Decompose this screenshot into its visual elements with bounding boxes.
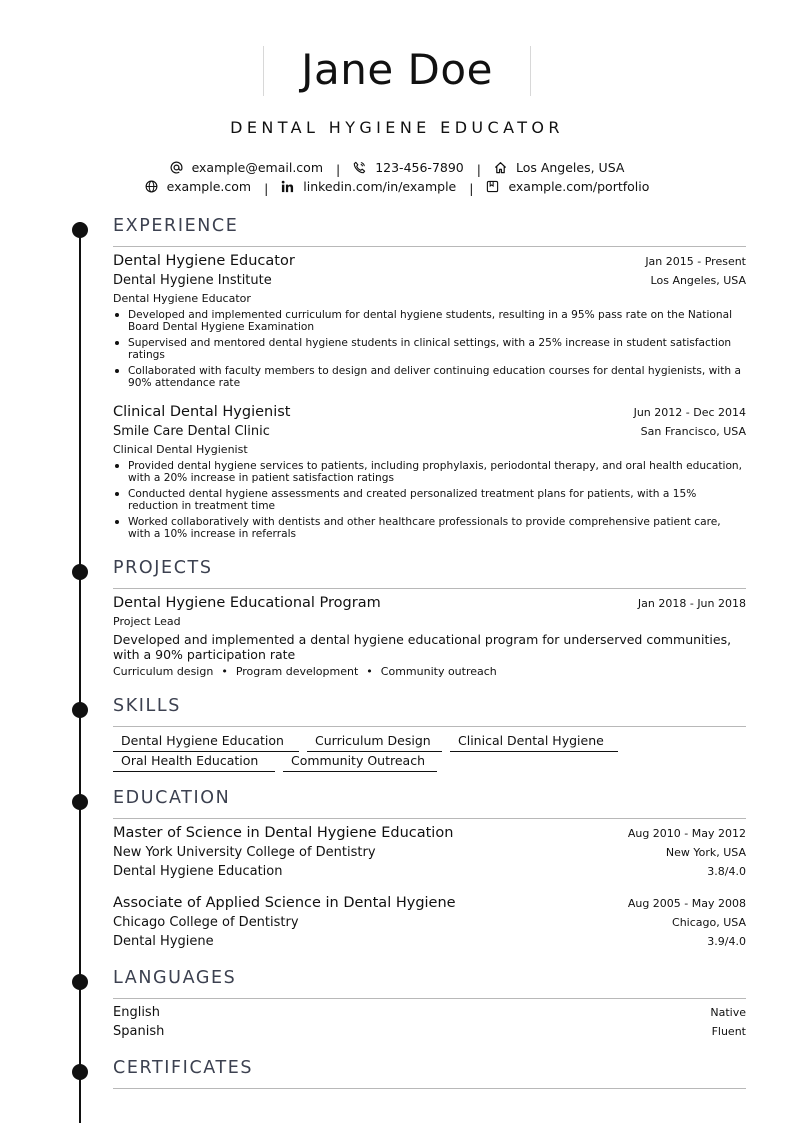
timeline-dot-projects [72,564,88,580]
project-description: Developed and implemented a dental hygiene educational program for underserved communities, with a 90% participation rate [113,632,732,662]
skill-chip: Curriculum Design [307,733,442,752]
phone-text: 123-456-7890 [375,160,464,175]
skill-chip: Dental Hygiene Education [113,733,299,752]
linkedin-item[interactable] [281,179,456,194]
education-item-2-header [113,895,746,911]
education-dates: Aug 2010 - May 2012 [627,827,746,840]
skill-chip: Clinical Dental Hygiene [450,733,618,752]
skills-divider [113,726,746,727]
field-of-study: Dental Hygiene [113,934,214,949]
timeline-dot-skills [72,702,88,718]
education-item-1-school-row [113,845,746,860]
experience-item-1-company-row [113,273,746,288]
language-name: English [113,1005,160,1020]
job-location: Los Angeles, USA [650,274,746,287]
email-item[interactable] [170,160,323,175]
language-row [113,1005,746,1020]
degree: Associate of Applied Science in Dental Hygiene [113,895,456,911]
job-title: DENTAL HYGIENE EDUCATOR [230,118,564,137]
portfolio-icon [486,180,499,193]
education-item-2-field-row [113,934,746,949]
language-level: Native [710,1006,746,1019]
job-role: Dental Hygiene Educator [113,292,251,305]
certificates-heading: CERTIFICATES [113,1058,254,1078]
candidate-name: Jane Doe [301,45,493,94]
field-of-study: Dental Hygiene Education [113,864,283,879]
list-item: Conducted dental hygiene assessments and created personalized treatment plans for patients, with a 15% reduction in treatment time [113,488,746,512]
experience-item-2-company-row [113,424,746,439]
language-row [113,1024,746,1039]
languages-heading: LANGUAGES [113,968,237,988]
education-item-1-header [113,825,746,841]
project-name: Dental Hygiene Educational Program [113,595,381,611]
projects-divider [113,588,746,589]
list-item: Supervised and mentored dental hygiene students in clinical settings, with a 25% increase in student satisfaction ratings [113,337,746,361]
contact-line-2 [0,179,794,196]
degree: Master of Science in Dental Hygiene Education [113,825,454,841]
list-item: Provided dental hygiene services to patients, including prophylaxis, periodontal therapy, and oral health education, with a 20% increase in patient satisfaction ratings [113,460,746,484]
education-item-2-school-row [113,915,746,930]
projects-heading: PROJECTS [113,558,213,578]
education-location: Chicago, USA [672,916,746,929]
school: New York University College of Dentistry [113,845,376,860]
project-tag: Curriculum design [113,665,214,678]
contact-line-1 [0,160,794,177]
experience-item-1-bullets [113,309,746,393]
language-level: Fluent [711,1025,746,1038]
experience-heading: EXPERIENCE [113,216,239,236]
globe-icon [145,180,158,193]
timeline-dot-experience [72,222,88,238]
list-item: Collaborated with faculty members to design and deliver continuing education courses for dental hygienists, with a 90% attendance rate [113,365,746,389]
skill-chip: Oral Health Education [113,753,275,772]
list-item: Developed and implemented curriculum for dental hygiene students, resulting in a 95% pass rate on the National Board Dental Hygiene Examination [113,309,746,333]
project-tag: Community outreach [380,665,497,678]
job-position: Dental Hygiene Educator [113,253,295,269]
job-position: Clinical Dental Hygienist [113,404,291,420]
education-item-1-field-row [113,864,746,879]
timeline-dot-languages [72,974,88,990]
experience-item-1-role-row [113,292,746,305]
languages-divider [113,998,746,999]
website-item[interactable] [145,179,251,194]
email-text: example@email.com [191,160,324,175]
experience-divider [113,246,746,247]
website-text: example.com [166,179,252,194]
portfolio-item[interactable] [486,179,649,194]
education-heading: EDUCATION [113,788,231,808]
school: Chicago College of Dentistry [113,915,299,930]
phone-icon [353,161,366,174]
separator: | [476,162,481,177]
certificates-divider [113,1088,746,1089]
tag-separator: • [221,665,228,678]
project-tag: Program development [235,665,359,678]
language-name: Spanish [113,1024,165,1039]
job-role: Clinical Dental Hygienist [113,443,248,456]
separator: | [336,162,341,177]
job-location: San Francisco, USA [640,425,746,438]
education-divider [113,818,746,819]
tag-separator: • [366,665,373,678]
separator: | [469,181,474,196]
portfolio-text: example.com/portfolio [508,179,650,194]
location-item [494,160,624,175]
job-dates: Jan 2015 - Present [645,255,746,268]
gpa: 3.8/4.0 [707,865,746,878]
timeline-dot-education [72,794,88,810]
separator: | [264,181,269,196]
education-location: New York, USA [665,846,746,859]
timeline-dot-certificates [72,1064,88,1080]
skills-heading: SKILLS [113,696,181,716]
skill-chip: Community Outreach [283,753,437,772]
education-dates: Aug 2005 - May 2008 [627,897,746,910]
at-icon [170,161,183,174]
linkedin-icon [281,180,294,193]
project-item-1-header [113,595,746,611]
location-text: Los Angeles, USA [515,160,625,175]
experience-item-1-header [113,253,746,269]
experience-item-2-role-row [113,443,746,456]
phone-item[interactable] [353,160,464,175]
home-icon [494,161,507,174]
name-block [263,46,531,96]
project-tags [113,665,497,678]
list-item: Worked collaboratively with dentists and other healthcare professionals to provide comprehensive patient care, with a 10% increase in referrals [113,516,746,540]
project-dates: Jan 2018 - Jun 2018 [637,597,746,610]
project-item-1-role-row [113,615,746,628]
project-role: Project Lead [113,615,181,628]
job-dates: Jun 2012 - Dec 2014 [633,406,746,419]
gpa: 3.9/4.0 [707,935,746,948]
job-company: Smile Care Dental Clinic [113,424,270,439]
job-company: Dental Hygiene Institute [113,273,272,288]
linkedin-text: linkedin.com/in/example [303,179,457,194]
experience-item-2-header [113,404,746,420]
experience-item-2-bullets [113,460,746,544]
